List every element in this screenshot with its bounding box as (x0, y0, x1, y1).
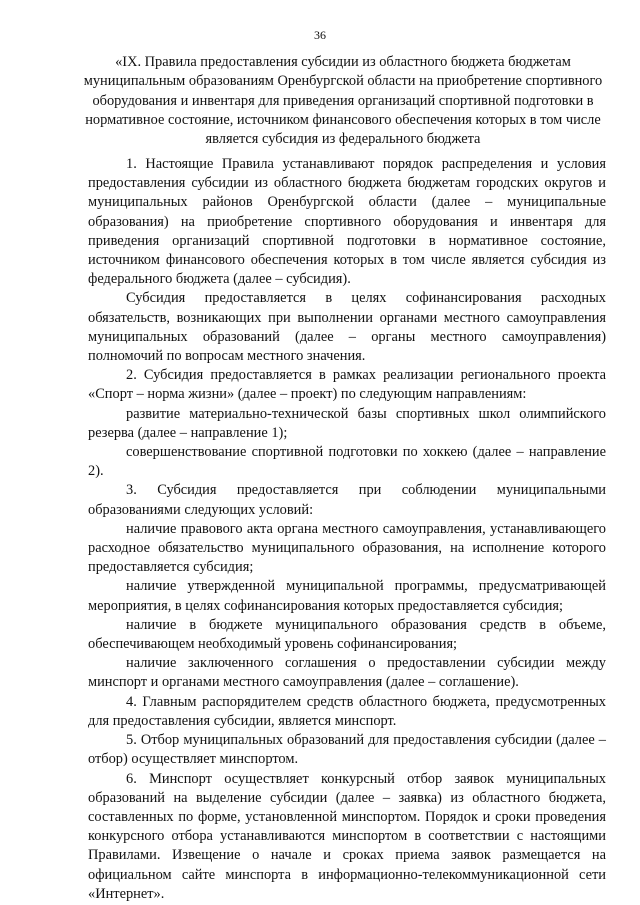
condition-1: наличие правового акта органа местного самоуправления, устанавливающего расходное обязательство муниципального образования, на исполнение которого предоставляется субсидия; (88, 520, 606, 576)
paragraph-6: 6. Минспорт осуществляет конкурсный отбор заявок муниципальных образований на выделение субсидии (далее – заявка) из областного бюджета, составленных по форме, установленной минспортом. Порядок и сроки проведения конкурсного отбора устанавливаются минспортом в соответствии с настоящими Правилами. Извещение о начале и сроках приема заявок размещается на официальном сайте минспорта в информационно-телекоммуникационной сети «Интернет». (88, 770, 606, 902)
condition-3: наличие в бюджете муниципального образования средств в объеме, обеспечивающем необходимый уровень софинансирования; (88, 616, 606, 653)
paragraph-2: 2. Субсидия предоставляется в рамках реализации регионального проекта «Спорт – норма жизни» (далее – проект) по следующим направлениям: (88, 367, 606, 403)
paragraph-1-purpose: Субсидия предоставляется в целях софинансирования расходных обязательств, возникающих при выполнении органами местного самоуправления муниципальных образований (далее – органы местного самоуправления) полномочий по вопросам местного значения. (88, 290, 606, 365)
paragraph-5: 5. Отбор муниципальных образований для предоставления субсидии (далее – отбор) осуществляет минспортом. (88, 732, 606, 768)
document-body (88, 155, 606, 904)
page-number: 36 (314, 28, 326, 42)
paragraph-3: 3. Субсидия предоставляется при соблюдении муниципальными образованиями следующих условий: (88, 482, 606, 518)
condition-4: наличие заключенного соглашения о предоставлении субсидии между минспорт и органами местного самоуправления (далее – соглашение). (88, 655, 606, 691)
paragraph-1: 1. Настоящие Правила устанавливают порядок распределения и условия предоставления субсидии из областного бюджета бюджетам городских округов и муниципальных районов Оренбургской области (далее – муниципальные образования) на приобретение спортивного оборудования и инвентаря для приведения организаций спортивной подготовки в нормативное состояние, источником финансового обеспечения которых в том числе является субсидия из федерального бюджета (далее – субсидия). (88, 156, 606, 288)
paragraph-4: 4. Главным распорядителем средств областного бюджета, предусмотренных для предоставления субсидии, является минспорт. (88, 693, 606, 729)
condition-2: наличие утвержденной муниципальной программы, предусматривающей мероприятия, в целях софинансирования которых предоставляется субсидия; (88, 578, 606, 614)
section-heading: «IX. Правила предоставления субсидии из областного бюджета бюджетам муниципальным образованиям Оренбургской области на приобретение спортивного оборудования и инвентаря для приведения организаций спортивной подготовки в нормативное состояние, источником финансового обеспечения которых в том числе является субсидия из федерального бюджета (83, 54, 603, 148)
direction-1: развитие материально-технической базы спортивных школ олимпийского резерва (далее – направление 1); (88, 405, 606, 441)
direction-2: совершенствование спортивной подготовки по хоккею (далее – направление 2). (88, 444, 606, 480)
